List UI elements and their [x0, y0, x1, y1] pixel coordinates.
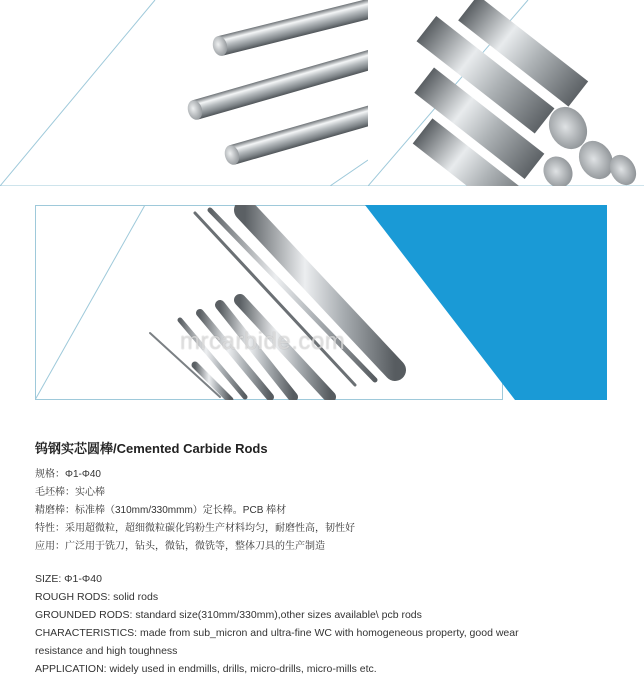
blue-accent-shape: [365, 205, 607, 400]
spec-size-cn: 规格：Φ1-Φ40: [35, 469, 101, 480]
rod-shape: [211, 0, 368, 57]
spec-size-en: SIZE: Φ1-Φ40: [35, 573, 102, 585]
rod-shape: [186, 29, 368, 122]
spec-ground-en: GROUNDED RODS: standard size(310mm/330mm),other sizes available\ pcb rods: [35, 609, 422, 621]
photo-rod-ends: [368, 0, 644, 186]
product-title: 钨钢实芯圆棒/Cemented Carbide Rods: [35, 441, 268, 456]
spec-rough-cn: 毛坯棒：实心棒: [35, 487, 105, 498]
spec-characteristics-en: CHARACTERISTICS: made from sub_micron and ultra-fine WC with homogeneous property, good wear: [35, 627, 519, 639]
spec-application-en: APPLICATION: widely used in endmills, drills, micro-drills, micro-mills etc.: [35, 663, 377, 675]
spec-rough-en: ROUGH RODS: solid rods: [35, 591, 159, 603]
photo-three-rods: [0, 0, 368, 186]
spec-application-cn: 应用：广泛用于铣刀，钻头，微钻，微铣等，整体刀具的生产制造: [35, 541, 325, 552]
spec-ground-cn: 精磨棒：标准棒（310mm/330mmm）定长棒。PCB 棒材: [35, 505, 287, 516]
product-description: [35, 438, 615, 678]
spec-characteristics-cn: 特性：采用超微粒，超细微粒碳化钨粉生产材料均匀，耐磨性高，韧性好: [35, 523, 355, 534]
spec-characteristics-en-cont: resistance and high toughness: [35, 645, 178, 657]
watermark: mrcarbide.com: [180, 328, 346, 355]
